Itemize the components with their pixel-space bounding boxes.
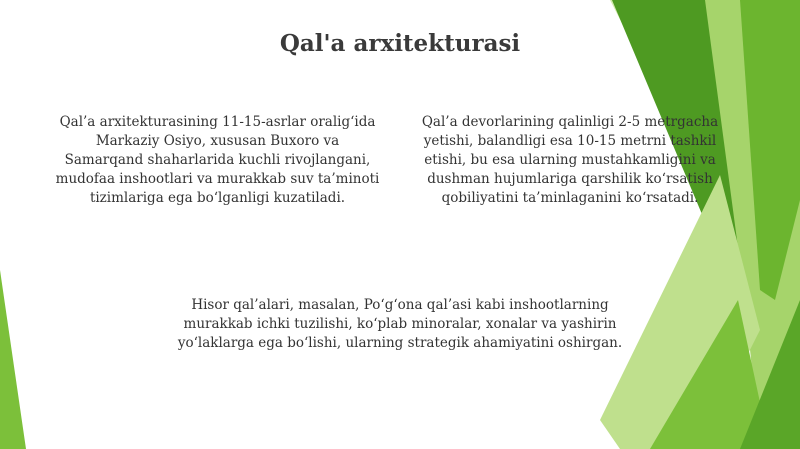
slide-title: Qal'a arxitekturasi	[279, 30, 521, 57]
left-edge-shape	[0, 270, 26, 449]
paragraph-bottom: Hisor qal’alari, masalan, Po‘g‘ona qal’asi kabi inshootlarning murakkab ichki tuzilishi, ko‘plab minoralar, xonalar va yashirin yo‘laklarga ega bo‘lishi, ularning strategik ahamiyatini oshirgan.	[177, 297, 623, 351]
paragraph-right: Qal’a devorlarining qalinligi 2-5 metrgacha yetishi, balandligi esa 10-15 metrni tashkil etishi, bu esa ularning mustahkamligini va dushman hujumlariga qarshilik ko‘rsatish qobiliyatini ta’minlaganini ko‘rsatadi.	[421, 114, 719, 206]
paragraph-left: Qal’a arxitekturasining 11-15-asrlar oralig‘ida Markaziy Osiyo, xususan Buxoro va Samarqand shaharlarida kuchli rivojlangani, mudofaa inshootlari va murakkab suv ta’minoti tizimlariga ega bo‘lganligi kuzatiladi.	[55, 114, 380, 206]
